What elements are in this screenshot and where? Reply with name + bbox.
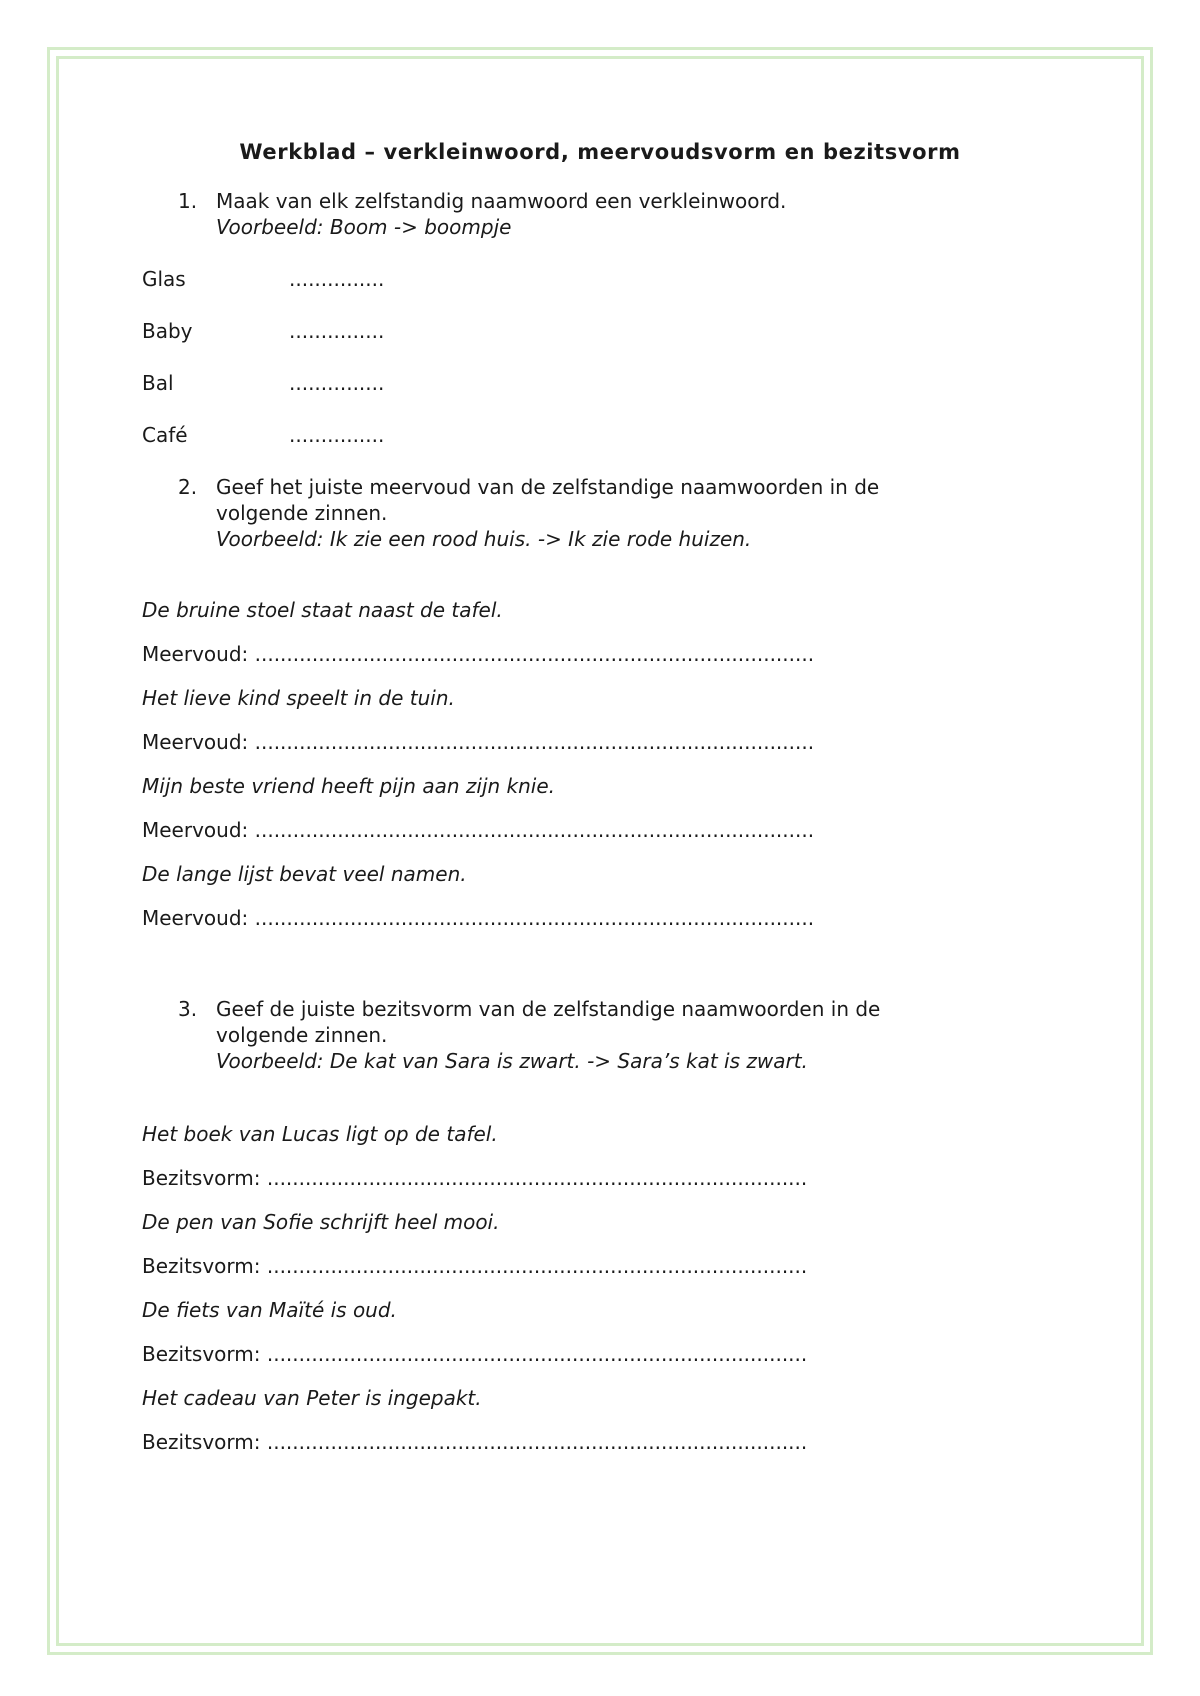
word-label: Glas xyxy=(142,267,186,291)
word-label: Café xyxy=(142,423,188,447)
question-example: Voorbeeld: De kat van Sara is zwart. -> Sara’s kat is zwart. xyxy=(216,1049,808,1073)
question-instruction: Maak van elk zelfstandig naamwoord een verkleinwoord. xyxy=(216,189,787,213)
answer-line[interactable]: Bezitsvorm: ..................................................................................... xyxy=(142,1430,808,1454)
question-instruction-continued: volgende zinnen. xyxy=(216,501,388,525)
question-number: 2. xyxy=(178,475,198,499)
word-row xyxy=(142,422,384,448)
answer-line[interactable]: Bezitsvorm: ..................................................................................... xyxy=(142,1254,808,1278)
question-instruction: Geef de juiste bezitsvorm van de zelfstandige naamwoorden in de xyxy=(216,997,881,1021)
question-number: 3. xyxy=(178,997,198,1021)
question-number: 1. xyxy=(178,189,198,213)
exercise-sentence: De bruine stoel staat naast de tafel. xyxy=(142,598,503,622)
answer-line[interactable]: Meervoud: ........................................................................................ xyxy=(142,818,815,842)
word-label: Baby xyxy=(142,319,193,343)
answer-line[interactable]: Meervoud: ........................................................................................ xyxy=(142,906,815,930)
question-1 xyxy=(178,188,978,240)
answer-blank[interactable]: ............... xyxy=(289,423,385,447)
exercise-sentence: Het lieve kind speelt in de tuin. xyxy=(142,686,455,710)
answer-blank[interactable]: ............... xyxy=(289,371,385,395)
answer-blank[interactable]: ............... xyxy=(289,319,385,343)
question-2 xyxy=(178,474,978,552)
exercise-sentence: De pen van Sofie schrijft heel mooi. xyxy=(142,1210,500,1234)
exercise-sentence: De lange lijst bevat veel namen. xyxy=(142,862,467,886)
exercise-sentence: Het cadeau van Peter is ingepakt. xyxy=(142,1386,482,1410)
page-title: Werkblad – verkleinwoord, meervoudsvorm en bezitsvorm xyxy=(239,140,961,164)
question-instruction-continued: volgende zinnen. xyxy=(216,1023,388,1047)
exercise-sentence: De fiets van Maïté is oud. xyxy=(142,1298,397,1322)
word-row xyxy=(142,318,384,344)
word-row xyxy=(142,266,384,292)
answer-line[interactable]: Bezitsvorm: ..................................................................................... xyxy=(142,1166,808,1190)
question-example: Voorbeeld: Ik zie een rood huis. -> Ik zie rode huizen. xyxy=(216,527,752,551)
answer-line[interactable]: Meervoud: ........................................................................................ xyxy=(142,642,815,666)
answer-blank[interactable]: ............... xyxy=(289,267,385,291)
question-example: Voorbeeld: Boom -> boompje xyxy=(216,215,512,239)
word-label: Bal xyxy=(142,371,174,395)
word-row xyxy=(142,370,384,396)
question-3 xyxy=(178,996,978,1074)
question-instruction: Geef het juiste meervoud van de zelfstandige naamwoorden in de xyxy=(216,475,880,499)
exercise-sentence: Mijn beste vriend heeft pijn aan zijn knie. xyxy=(142,774,556,798)
answer-line[interactable]: Meervoud: ........................................................................................ xyxy=(142,730,815,754)
exercise-sentence: Het boek van Lucas ligt op de tafel. xyxy=(142,1122,498,1146)
answer-line[interactable]: Bezitsvorm: ..................................................................................... xyxy=(142,1342,808,1366)
